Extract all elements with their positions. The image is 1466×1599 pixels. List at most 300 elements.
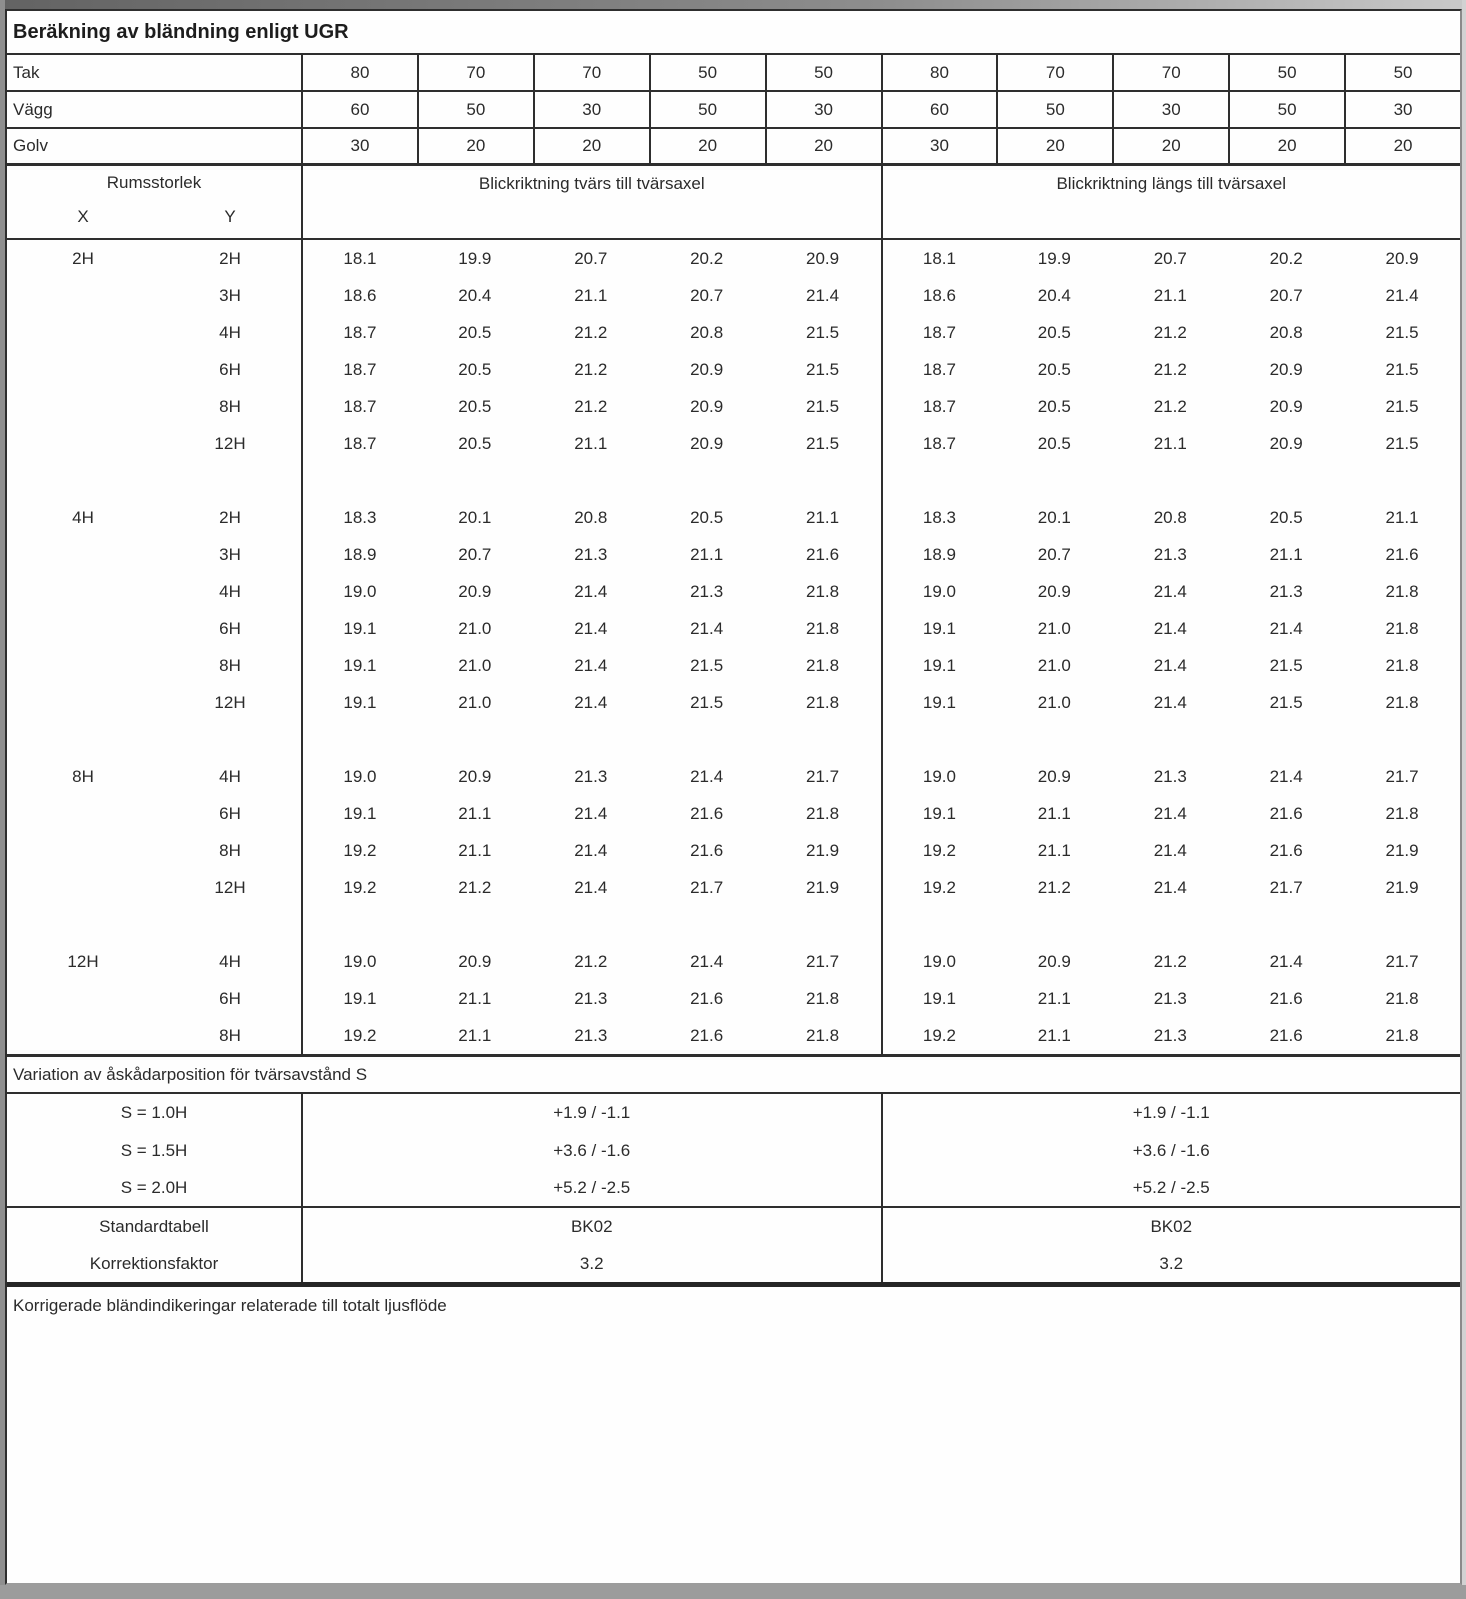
ugr-row bbox=[7, 869, 1460, 906]
ugr-value-across: 20.9 bbox=[458, 766, 492, 786]
room-x-value bbox=[7, 869, 159, 906]
ugr-value-across: 19.0 bbox=[301, 758, 417, 795]
ugr-row bbox=[7, 943, 1460, 980]
corrected-glare-title: Korrigerade bländindikeringar relaterade till totalt ljusflöde bbox=[7, 1282, 1460, 1324]
ugr-value-along: 18.1 bbox=[881, 240, 997, 277]
ugr-value-across: 21.4 bbox=[574, 581, 608, 601]
reflectance-value: 50 bbox=[417, 92, 533, 127]
ugr-value-across: 21.8 bbox=[806, 655, 840, 675]
ugr-value-across: 21.0 bbox=[458, 655, 492, 675]
room-x-value bbox=[7, 980, 159, 1017]
ugr-value-across: 21.4 bbox=[574, 840, 608, 860]
ugr-value-across: 19.1 bbox=[301, 647, 417, 684]
ugr-value-along: 21.4 bbox=[1153, 692, 1187, 712]
ugr-value-along: 21.0 bbox=[1037, 655, 1071, 675]
ugr-value-across: 19.1 bbox=[301, 684, 417, 721]
ugr-row bbox=[7, 536, 1460, 573]
ugr-value-across: 21.2 bbox=[458, 877, 492, 897]
standard-value-across: BK02 bbox=[301, 1208, 881, 1245]
room-x-value bbox=[7, 536, 159, 573]
ugr-value-across: 20.9 bbox=[806, 248, 840, 268]
room-x-value bbox=[7, 684, 159, 721]
ugr-value-across: 21.1 bbox=[574, 285, 608, 305]
ugr-value-across: 21.8 bbox=[806, 692, 840, 712]
ugr-value-across: 20.9 bbox=[458, 581, 492, 601]
ugr-value-along: 21.2 bbox=[1153, 322, 1187, 342]
ugr-value-along: 19.0 bbox=[881, 573, 997, 610]
standard-label: Standardtabell bbox=[99, 1216, 209, 1236]
ugr-value-across: 19.2 bbox=[301, 832, 417, 869]
ugr-values-section bbox=[7, 240, 1460, 1054]
room-x-value bbox=[7, 573, 159, 610]
ugr-value-across: 21.4 bbox=[574, 803, 608, 823]
reflectance-value: 50 bbox=[765, 55, 881, 90]
ugr-value-across: 21.8 bbox=[806, 581, 840, 601]
ugr-value-along: 20.9 bbox=[1037, 951, 1071, 971]
ugr-value-along: 21.5 bbox=[1385, 359, 1419, 379]
ugr-value-across: 21.3 bbox=[574, 1025, 608, 1045]
ugr-value-across: 19.2 bbox=[301, 1017, 417, 1054]
ugr-value-along: 18.7 bbox=[881, 351, 997, 388]
room-x-value bbox=[7, 832, 159, 869]
room-y-value: 6H bbox=[219, 359, 241, 379]
ugr-value-across: 21.1 bbox=[458, 840, 492, 860]
reflectance-value: 60 bbox=[881, 92, 997, 127]
block-spacer-row bbox=[7, 721, 1460, 758]
frame-band-bottom bbox=[0, 1585, 1466, 1599]
ugr-value-along: 21.6 bbox=[1385, 544, 1419, 564]
room-y-value: 2H bbox=[219, 507, 241, 527]
reflectance-value: 30 bbox=[533, 92, 649, 127]
variation-row bbox=[7, 1132, 1460, 1170]
ugr-value-along: 20.9 bbox=[1269, 359, 1303, 379]
frame-band-top bbox=[0, 0, 1466, 9]
ugr-value-across: 21.5 bbox=[806, 359, 840, 379]
reflectance-value: 70 bbox=[533, 55, 649, 90]
reflectance-value: 20 bbox=[1228, 129, 1344, 163]
ugr-value-along: 21.8 bbox=[1385, 803, 1419, 823]
ugr-value-across: 21.4 bbox=[806, 285, 840, 305]
ugr-value-along: 21.3 bbox=[1153, 1025, 1187, 1045]
reflectance-value: 80 bbox=[301, 55, 417, 90]
ugr-value-along: 18.7 bbox=[881, 388, 997, 425]
ugr-value-along: 21.9 bbox=[1385, 877, 1419, 897]
room-y-value: 12H bbox=[214, 692, 246, 712]
ugr-value-along: 18.7 bbox=[881, 314, 997, 351]
ugr-value-along: 20.9 bbox=[1269, 396, 1303, 416]
ugr-value-along: 19.2 bbox=[881, 832, 997, 869]
ugr-value-across: 21.4 bbox=[690, 618, 724, 638]
ugr-value-along: 21.8 bbox=[1385, 618, 1419, 638]
room-y-value: 6H bbox=[219, 988, 241, 1008]
ugr-row bbox=[7, 610, 1460, 647]
ugr-value-across: 21.1 bbox=[806, 507, 840, 527]
room-y-value: 4H bbox=[219, 951, 241, 971]
ugr-value-along: 19.1 bbox=[881, 684, 997, 721]
ugr-value-along: 21.4 bbox=[1153, 803, 1187, 823]
ugr-calculation-table bbox=[5, 9, 1462, 1585]
variation-label: S = 1.5H bbox=[120, 1141, 188, 1160]
variation-value-along: +1.9 / -1.1 bbox=[881, 1094, 1461, 1132]
ugr-row bbox=[7, 388, 1460, 425]
ugr-value-along: 19.2 bbox=[881, 1017, 997, 1054]
ugr-value-across: 20.7 bbox=[458, 544, 492, 564]
room-y-value: 6H bbox=[219, 803, 241, 823]
reflectance-value: 20 bbox=[533, 129, 649, 163]
ugr-value-along: 21.3 bbox=[1269, 581, 1303, 601]
ugr-value-along: 18.7 bbox=[881, 425, 997, 462]
ugr-value-along: 21.1 bbox=[1153, 433, 1187, 453]
ugr-value-along: 21.1 bbox=[1037, 988, 1071, 1008]
ugr-value-across: 20.2 bbox=[690, 248, 724, 268]
ugr-value-across: 21.9 bbox=[806, 877, 840, 897]
ugr-value-along: 21.8 bbox=[1385, 581, 1419, 601]
ugr-value-across: 20.9 bbox=[458, 951, 492, 971]
ugr-row bbox=[7, 314, 1460, 351]
room-y-value: 4H bbox=[219, 766, 241, 786]
standard-value-across: 3.2 bbox=[301, 1245, 881, 1282]
ugr-value-along: 21.6 bbox=[1269, 840, 1303, 860]
ugr-value-along: 20.9 bbox=[1037, 581, 1071, 601]
room-x-value bbox=[7, 388, 159, 425]
ugr-value-across: 21.5 bbox=[690, 655, 724, 675]
ugr-value-across: 21.9 bbox=[806, 840, 840, 860]
reflectance-value: 50 bbox=[1228, 55, 1344, 90]
ugr-value-along: 19.0 bbox=[881, 943, 997, 980]
room-y-value: 4H bbox=[219, 322, 241, 342]
ugr-value-along: 19.1 bbox=[881, 647, 997, 684]
ugr-value-across: 21.3 bbox=[574, 544, 608, 564]
ugr-value-across: 21.6 bbox=[806, 544, 840, 564]
ugr-value-along: 20.7 bbox=[1153, 248, 1187, 268]
room-y-value: 8H bbox=[219, 1025, 241, 1045]
viewing-direction-across-header: Blickriktning tvärs till tvärsaxel bbox=[301, 166, 881, 238]
ugr-value-across: 21.1 bbox=[690, 544, 724, 564]
ugr-value-across: 18.7 bbox=[301, 425, 417, 462]
reflectance-value: 20 bbox=[1344, 129, 1460, 163]
ugr-value-along: 21.4 bbox=[1385, 285, 1419, 305]
ugr-value-along: 21.6 bbox=[1269, 1025, 1303, 1045]
spacer bbox=[301, 721, 881, 758]
reflectance-value: 20 bbox=[649, 129, 765, 163]
ugr-row bbox=[7, 795, 1460, 832]
reflectance-value: 50 bbox=[649, 92, 765, 127]
block-spacer-row bbox=[7, 906, 1460, 943]
reflectance-value: 20 bbox=[1112, 129, 1228, 163]
ugr-value-across: 18.7 bbox=[301, 388, 417, 425]
ugr-value-along: 21.4 bbox=[1153, 840, 1187, 860]
ugr-value-across: 21.8 bbox=[806, 803, 840, 823]
ugr-value-across: 19.1 bbox=[301, 610, 417, 647]
ugr-value-along: 21.5 bbox=[1269, 692, 1303, 712]
ugr-value-across: 20.9 bbox=[690, 396, 724, 416]
room-x-value: 12H bbox=[67, 951, 99, 971]
ugr-value-along: 21.3 bbox=[1153, 988, 1187, 1008]
ugr-value-along: 21.8 bbox=[1385, 692, 1419, 712]
ugr-value-along: 20.5 bbox=[1037, 396, 1071, 416]
ugr-row bbox=[7, 351, 1460, 388]
reflectance-value: 70 bbox=[996, 55, 1112, 90]
ugr-row bbox=[7, 832, 1460, 869]
ugr-value-along: 21.5 bbox=[1385, 433, 1419, 453]
ugr-value-along: 20.7 bbox=[1037, 544, 1071, 564]
room-y-value: 12H bbox=[214, 877, 246, 897]
room-y-value: 3H bbox=[219, 544, 241, 564]
ugr-value-along: 21.4 bbox=[1269, 951, 1303, 971]
room-x-value: 4H bbox=[72, 507, 94, 527]
ugr-value-across: 21.5 bbox=[690, 692, 724, 712]
reflectance-label: Golv bbox=[13, 136, 48, 155]
room-x-value bbox=[7, 1017, 159, 1054]
ugr-value-across: 21.2 bbox=[574, 396, 608, 416]
corrected-glare-empty-area bbox=[7, 1324, 1460, 1583]
ugr-value-along: 21.7 bbox=[1269, 877, 1303, 897]
ugr-value-across: 18.7 bbox=[301, 314, 417, 351]
reflectance-value: 30 bbox=[881, 129, 997, 163]
variation-section bbox=[7, 1094, 1460, 1208]
ugr-value-along: 21.8 bbox=[1385, 1025, 1419, 1045]
ugr-value-across: 21.4 bbox=[574, 655, 608, 675]
ugr-value-along: 20.5 bbox=[1037, 359, 1071, 379]
ugr-value-along: 21.0 bbox=[1037, 618, 1071, 638]
column-header-row bbox=[7, 166, 1460, 240]
ugr-value-along: 21.1 bbox=[1037, 803, 1071, 823]
ugr-value-along: 20.4 bbox=[1037, 285, 1071, 305]
ugr-value-across: 21.6 bbox=[690, 988, 724, 1008]
ugr-value-across: 21.5 bbox=[806, 433, 840, 453]
ugr-value-along: 21.4 bbox=[1153, 618, 1187, 638]
ugr-value-along: 19.0 bbox=[881, 758, 997, 795]
reflectance-value: 50 bbox=[996, 92, 1112, 127]
ugr-value-along: 19.1 bbox=[881, 980, 997, 1017]
ugr-value-across: 19.2 bbox=[301, 869, 417, 906]
spacer bbox=[7, 462, 301, 499]
reflectance-value: 50 bbox=[1228, 92, 1344, 127]
ugr-value-along: 21.4 bbox=[1153, 655, 1187, 675]
block-spacer-row bbox=[7, 462, 1460, 499]
ugr-value-across: 21.2 bbox=[574, 359, 608, 379]
standard-label: Korrektionsfaktor bbox=[89, 1253, 219, 1273]
room-size-header bbox=[7, 166, 301, 238]
room-x-value bbox=[7, 795, 159, 832]
variation-row bbox=[7, 1170, 1460, 1208]
ugr-value-across: 21.4 bbox=[574, 877, 608, 897]
ugr-value-across: 21.1 bbox=[458, 988, 492, 1008]
ugr-row bbox=[7, 425, 1460, 462]
ugr-value-across: 20.4 bbox=[458, 285, 492, 305]
ugr-value-across: 21.6 bbox=[690, 840, 724, 860]
ugr-value-across: 19.1 bbox=[301, 980, 417, 1017]
room-x-value bbox=[7, 647, 159, 684]
ugr-value-along: 21.7 bbox=[1385, 951, 1419, 971]
ugr-value-along: 20.5 bbox=[1269, 507, 1303, 527]
spacer bbox=[881, 906, 1461, 943]
reflectance-value: 50 bbox=[649, 55, 765, 90]
ugr-row bbox=[7, 240, 1460, 277]
ugr-value-across: 21.2 bbox=[574, 322, 608, 342]
reflectance-value: 80 bbox=[881, 55, 997, 90]
ugr-value-along: 20.8 bbox=[1269, 322, 1303, 342]
ugr-value-along: 21.4 bbox=[1153, 581, 1187, 601]
ugr-value-along: 19.1 bbox=[881, 795, 997, 832]
ugr-value-across: 20.9 bbox=[690, 359, 724, 379]
ugr-value-across: 21.3 bbox=[574, 988, 608, 1008]
ugr-value-along: 21.3 bbox=[1153, 766, 1187, 786]
frame-band-right bbox=[1462, 0, 1466, 1599]
ugr-value-along: 21.8 bbox=[1385, 988, 1419, 1008]
ugr-value-across: 20.5 bbox=[458, 433, 492, 453]
ugr-value-along: 21.8 bbox=[1385, 655, 1419, 675]
ugr-value-along: 21.4 bbox=[1153, 877, 1187, 897]
ugr-row bbox=[7, 499, 1460, 536]
ugr-value-along: 20.8 bbox=[1153, 507, 1187, 527]
ugr-value-across: 21.4 bbox=[574, 692, 608, 712]
reflectance-value: 30 bbox=[1112, 92, 1228, 127]
reflectance-value: 30 bbox=[765, 92, 881, 127]
table-title: Beräkning av bländning enligt UGR bbox=[7, 11, 1460, 55]
ugr-value-across: 21.1 bbox=[574, 433, 608, 453]
ugr-value-along: 18.9 bbox=[881, 536, 997, 573]
ugr-value-along: 18.6 bbox=[881, 277, 997, 314]
reflectance-section bbox=[7, 55, 1460, 166]
ugr-value-across: 20.5 bbox=[458, 396, 492, 416]
ugr-value-across: 18.7 bbox=[301, 351, 417, 388]
reflectance-value: 30 bbox=[301, 129, 417, 163]
spacer bbox=[301, 906, 881, 943]
ugr-row bbox=[7, 277, 1460, 314]
ugr-value-along: 20.9 bbox=[1385, 248, 1419, 268]
variation-value-across: +5.2 / -2.5 bbox=[301, 1170, 881, 1206]
ugr-value-along: 19.9 bbox=[1037, 248, 1071, 268]
ugr-value-across: 20.5 bbox=[690, 507, 724, 527]
ugr-value-along: 20.9 bbox=[1269, 433, 1303, 453]
reflectance-value: 70 bbox=[417, 55, 533, 90]
ugr-value-across: 20.5 bbox=[458, 322, 492, 342]
standard-value-along: 3.2 bbox=[881, 1245, 1461, 1282]
ugr-value-along: 21.1 bbox=[1153, 285, 1187, 305]
ugr-value-along: 21.6 bbox=[1269, 803, 1303, 823]
ugr-value-across: 18.1 bbox=[301, 240, 417, 277]
ugr-value-across: 19.0 bbox=[301, 573, 417, 610]
ugr-value-across: 21.5 bbox=[806, 322, 840, 342]
ugr-value-along: 19.1 bbox=[881, 610, 997, 647]
ugr-value-across: 21.7 bbox=[690, 877, 724, 897]
reflectance-row-vägg bbox=[7, 92, 1460, 129]
ugr-value-across: 21.3 bbox=[574, 766, 608, 786]
ugr-value-across: 19.0 bbox=[301, 943, 417, 980]
variation-row bbox=[7, 1094, 1460, 1132]
ugr-value-across: 21.0 bbox=[458, 618, 492, 638]
ugr-value-along: 21.1 bbox=[1037, 1025, 1071, 1045]
variation-value-across: +3.6 / -1.6 bbox=[301, 1132, 881, 1170]
ugr-value-along: 21.1 bbox=[1037, 840, 1071, 860]
standard-value-along: BK02 bbox=[881, 1208, 1461, 1245]
ugr-value-along: 21.1 bbox=[1269, 544, 1303, 564]
ugr-value-along: 21.0 bbox=[1037, 692, 1071, 712]
room-y-value: 12H bbox=[214, 433, 246, 453]
ugr-value-across: 20.5 bbox=[458, 359, 492, 379]
ugr-value-across: 21.2 bbox=[574, 951, 608, 971]
ugr-value-across: 21.7 bbox=[806, 951, 840, 971]
room-y-value: 8H bbox=[219, 396, 241, 416]
reflectance-value: 20 bbox=[996, 129, 1112, 163]
ugr-value-across: 20.7 bbox=[690, 285, 724, 305]
y-axis-label: Y bbox=[224, 207, 236, 226]
ugr-value-across: 19.9 bbox=[458, 248, 492, 268]
ugr-value-along: 18.3 bbox=[881, 499, 997, 536]
room-y-value: 6H bbox=[219, 618, 241, 638]
ugr-row bbox=[7, 573, 1460, 610]
room-size-label: Rumsstorlek bbox=[106, 173, 202, 192]
ugr-value-along: 21.5 bbox=[1269, 655, 1303, 675]
room-y-value: 8H bbox=[219, 840, 241, 860]
room-x-value bbox=[7, 351, 159, 388]
standard-table-section bbox=[7, 1208, 1460, 1282]
variation-label: S = 1.0H bbox=[120, 1103, 188, 1122]
ugr-value-along: 21.2 bbox=[1153, 396, 1187, 416]
room-y-value: 3H bbox=[219, 285, 241, 305]
spacer bbox=[881, 721, 1461, 758]
ugr-value-across: 20.1 bbox=[458, 507, 492, 527]
reflectance-label: Vägg bbox=[13, 99, 53, 119]
ugr-value-across: 20.9 bbox=[690, 433, 724, 453]
reflectance-row-tak bbox=[7, 55, 1460, 92]
ugr-value-across: 21.7 bbox=[806, 766, 840, 786]
reflectance-value: 50 bbox=[1344, 55, 1460, 90]
room-x-value bbox=[7, 277, 159, 314]
ugr-value-across: 20.8 bbox=[574, 507, 608, 527]
spacer bbox=[7, 721, 301, 758]
room-x-value: 8H bbox=[72, 766, 94, 786]
room-y-value: 8H bbox=[219, 655, 241, 675]
reflectance-row-golv bbox=[7, 129, 1460, 166]
ugr-value-along: 21.2 bbox=[1037, 877, 1071, 897]
ugr-value-across: 21.3 bbox=[690, 581, 724, 601]
ugr-value-across: 21.5 bbox=[806, 396, 840, 416]
ugr-value-across: 21.4 bbox=[690, 951, 724, 971]
spacer bbox=[7, 906, 301, 943]
reflectance-label: Tak bbox=[13, 62, 40, 82]
ugr-value-along: 20.2 bbox=[1269, 248, 1303, 268]
ugr-value-along: 20.5 bbox=[1037, 433, 1071, 453]
reflectance-value: 20 bbox=[765, 129, 881, 163]
ugr-value-across: 18.3 bbox=[301, 499, 417, 536]
ugr-row bbox=[7, 758, 1460, 795]
ugr-value-along: 20.7 bbox=[1269, 285, 1303, 305]
ugr-value-along: 21.5 bbox=[1385, 322, 1419, 342]
ugr-value-across: 21.1 bbox=[458, 1025, 492, 1045]
room-x-value bbox=[7, 425, 159, 462]
reflectance-value: 20 bbox=[417, 129, 533, 163]
ugr-row bbox=[7, 980, 1460, 1017]
ugr-value-along: 21.6 bbox=[1269, 988, 1303, 1008]
standard-row bbox=[7, 1245, 1460, 1282]
ugr-row bbox=[7, 1017, 1460, 1054]
ugr-value-along: 20.1 bbox=[1037, 507, 1071, 527]
ugr-value-across: 20.7 bbox=[574, 248, 608, 268]
ugr-value-across: 21.0 bbox=[458, 692, 492, 712]
variation-label: S = 2.0H bbox=[120, 1178, 188, 1197]
reflectance-value: 70 bbox=[1112, 55, 1228, 90]
ugr-value-along: 21.5 bbox=[1385, 396, 1419, 416]
ugr-value-along: 21.9 bbox=[1385, 840, 1419, 860]
ugr-value-across: 20.8 bbox=[690, 322, 724, 342]
variation-value-across: +1.9 / -1.1 bbox=[301, 1094, 881, 1132]
room-y-value: 4H bbox=[219, 581, 241, 601]
reflectance-value: 30 bbox=[1344, 92, 1460, 127]
ugr-value-across: 18.6 bbox=[301, 277, 417, 314]
ugr-value-along: 21.7 bbox=[1385, 766, 1419, 786]
